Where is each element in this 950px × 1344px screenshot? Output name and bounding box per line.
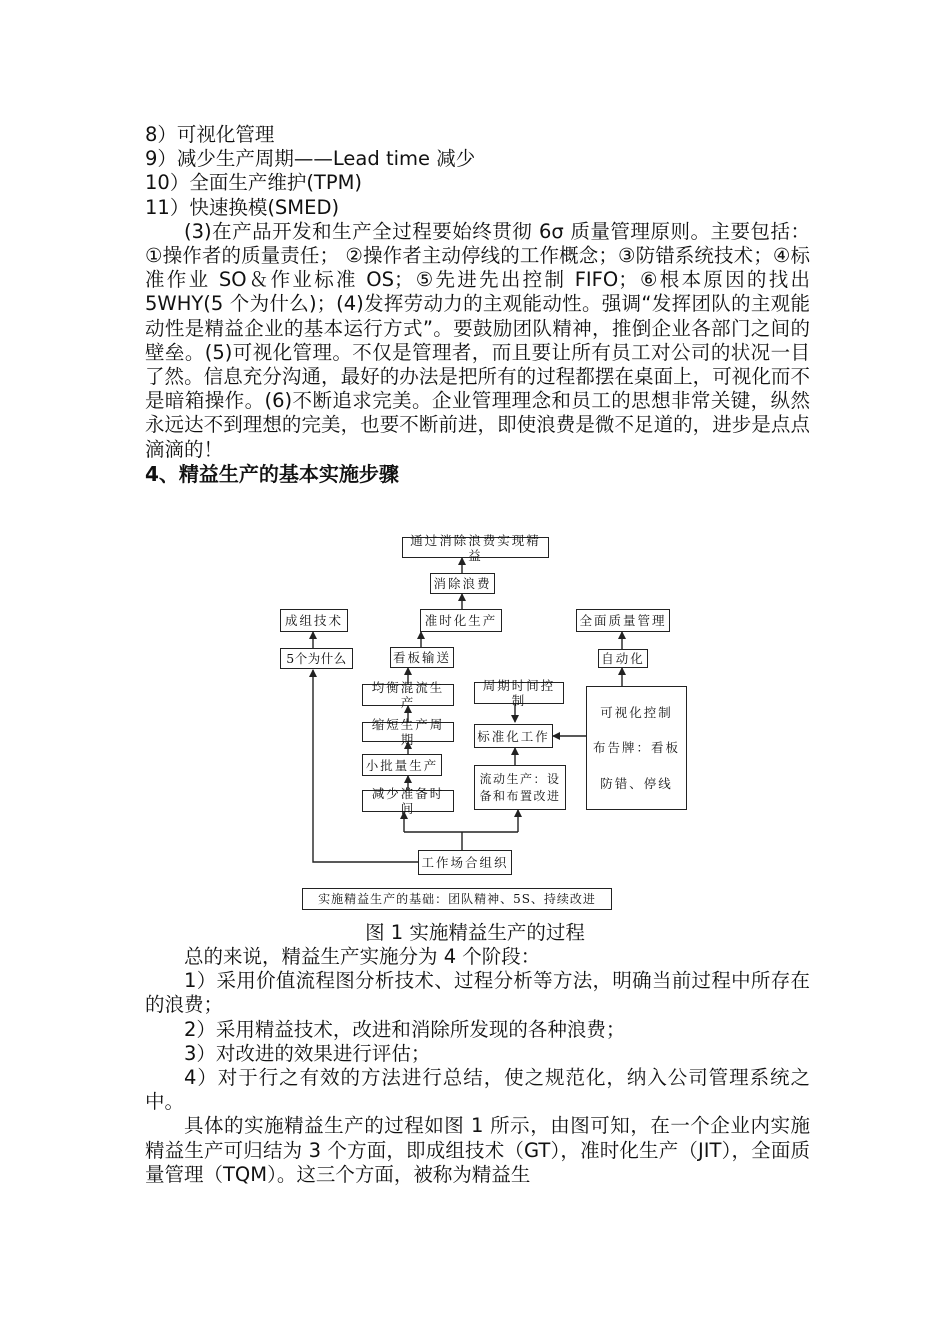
summary-line: 总的来说，精益生产实施分为 4 个阶段： — [184, 945, 541, 968]
visual-control-label: 可视化控制 — [600, 705, 673, 721]
list-item-lead-time: 9）减少生产周期——Lead time 减少 — [145, 147, 476, 171]
bulletin-label: 布告牌：看板 — [592, 740, 680, 756]
list-item-tpm: 10）全面生产维护(TPM) — [145, 171, 363, 195]
workplace-org-box: 工作场合组织 — [418, 850, 512, 875]
step-3: 3）对改进的效果进行评估； — [184, 1041, 431, 1065]
five-why-box: 5个为什么 — [280, 648, 353, 669]
kanban-box: 看板输送 — [390, 647, 454, 668]
intro-section — [145, 123, 810, 486]
flow-production-line-2: 备和布置改进 — [479, 789, 561, 804]
error-proof-label: 防错、停线 — [600, 775, 673, 791]
bottom-section — [145, 945, 810, 1187]
flow-production-box — [474, 765, 566, 810]
section-heading: 4、精益生产的基本实施步骤 — [145, 461, 399, 486]
jit-box: 准时化生产 — [420, 609, 502, 632]
step-1: 1）采用价值流程图分析技术、过程分析等方法，明确当前过程中所存在的浪费； — [145, 969, 810, 1017]
reduce-setup-box: 减少准备时间 — [362, 790, 454, 812]
flow-production-line-1: 流动生产：设 — [479, 771, 561, 786]
shorten-cycle-box: 缩短生产周期 — [362, 722, 454, 742]
step-4: 4）对于行之有效的方法进行总结，使之规范化，纳入公司管理系统之中。 — [145, 1066, 810, 1114]
list-item-smed: 11）快速换模(SMED) — [145, 195, 340, 219]
group-tech-box: 成组技术 — [280, 609, 348, 632]
list-item-visual-management: 8）可视化管理 — [145, 123, 275, 146]
cycle-time-box: 周期时间控制 — [474, 682, 564, 704]
tqm-box: 全面质量管理 — [576, 609, 670, 632]
quality-principles-paragraph: (3)在产品开发和生产全过程要始终贯彻 6σ 质量管理原则。主要包括： ①操作者的质量责任； ②操作者主动停线的工作概念；③防错系统技术；④标准作业 SO＆作业标准 OS；⑤先进先出控制 FIFO；⑥根本原因的找出 5WHY(5 个为什么)；(4)发挥劳动力的主观能动性。强调“发挥团队的主观能动性是精益企业的基本运行方式”。要鼓励团队精神，推倒企业各部门之间的壁垒。(5)可视化管理。不仅是管理者，而且要让所有员工对公司的状况一目了然。信息充分沟通，最好的办法是把所有的过程都摆在桌面上，可视化而不是暗箱操作。(6)不断追求完美。企业管理理念和员工的思想非常关键，纵然永远达不到理想的完美，也要不断前进，即使浪费是微不足道的，进步是点点滴滴的！ — [145, 219, 810, 461]
final-paragraph: 具体的实施精益生产的过程如图 1 所示，由图可知，在一个企业内实施精益生产可归结为 3 个方面，即成组技术（GT），准时化生产（JIT），全面质量管理（TQM）。这三个方面，被称为精益生 — [145, 1114, 810, 1186]
eliminate-waste-box: 消除浪费 — [430, 573, 495, 594]
goal-box: 通过消除浪费实现精益 — [402, 537, 549, 558]
figure-caption: 图 1 实施精益生产的过程 — [365, 921, 585, 944]
standard-work-box: 标准化工作 — [474, 724, 553, 748]
small-batch-box: 小批量生产 — [362, 754, 442, 776]
automation-box: 自动化 — [598, 649, 648, 668]
step-2: 2）采用精益技术，改进和消除所发现的各种浪费； — [184, 1017, 626, 1041]
balanced-flow-box: 均衡混流生产 — [362, 684, 454, 706]
foundation-box: 实施精益生产的基础：团队精神、5S、持续改进 — [302, 888, 612, 910]
visual-control-box — [586, 686, 687, 810]
